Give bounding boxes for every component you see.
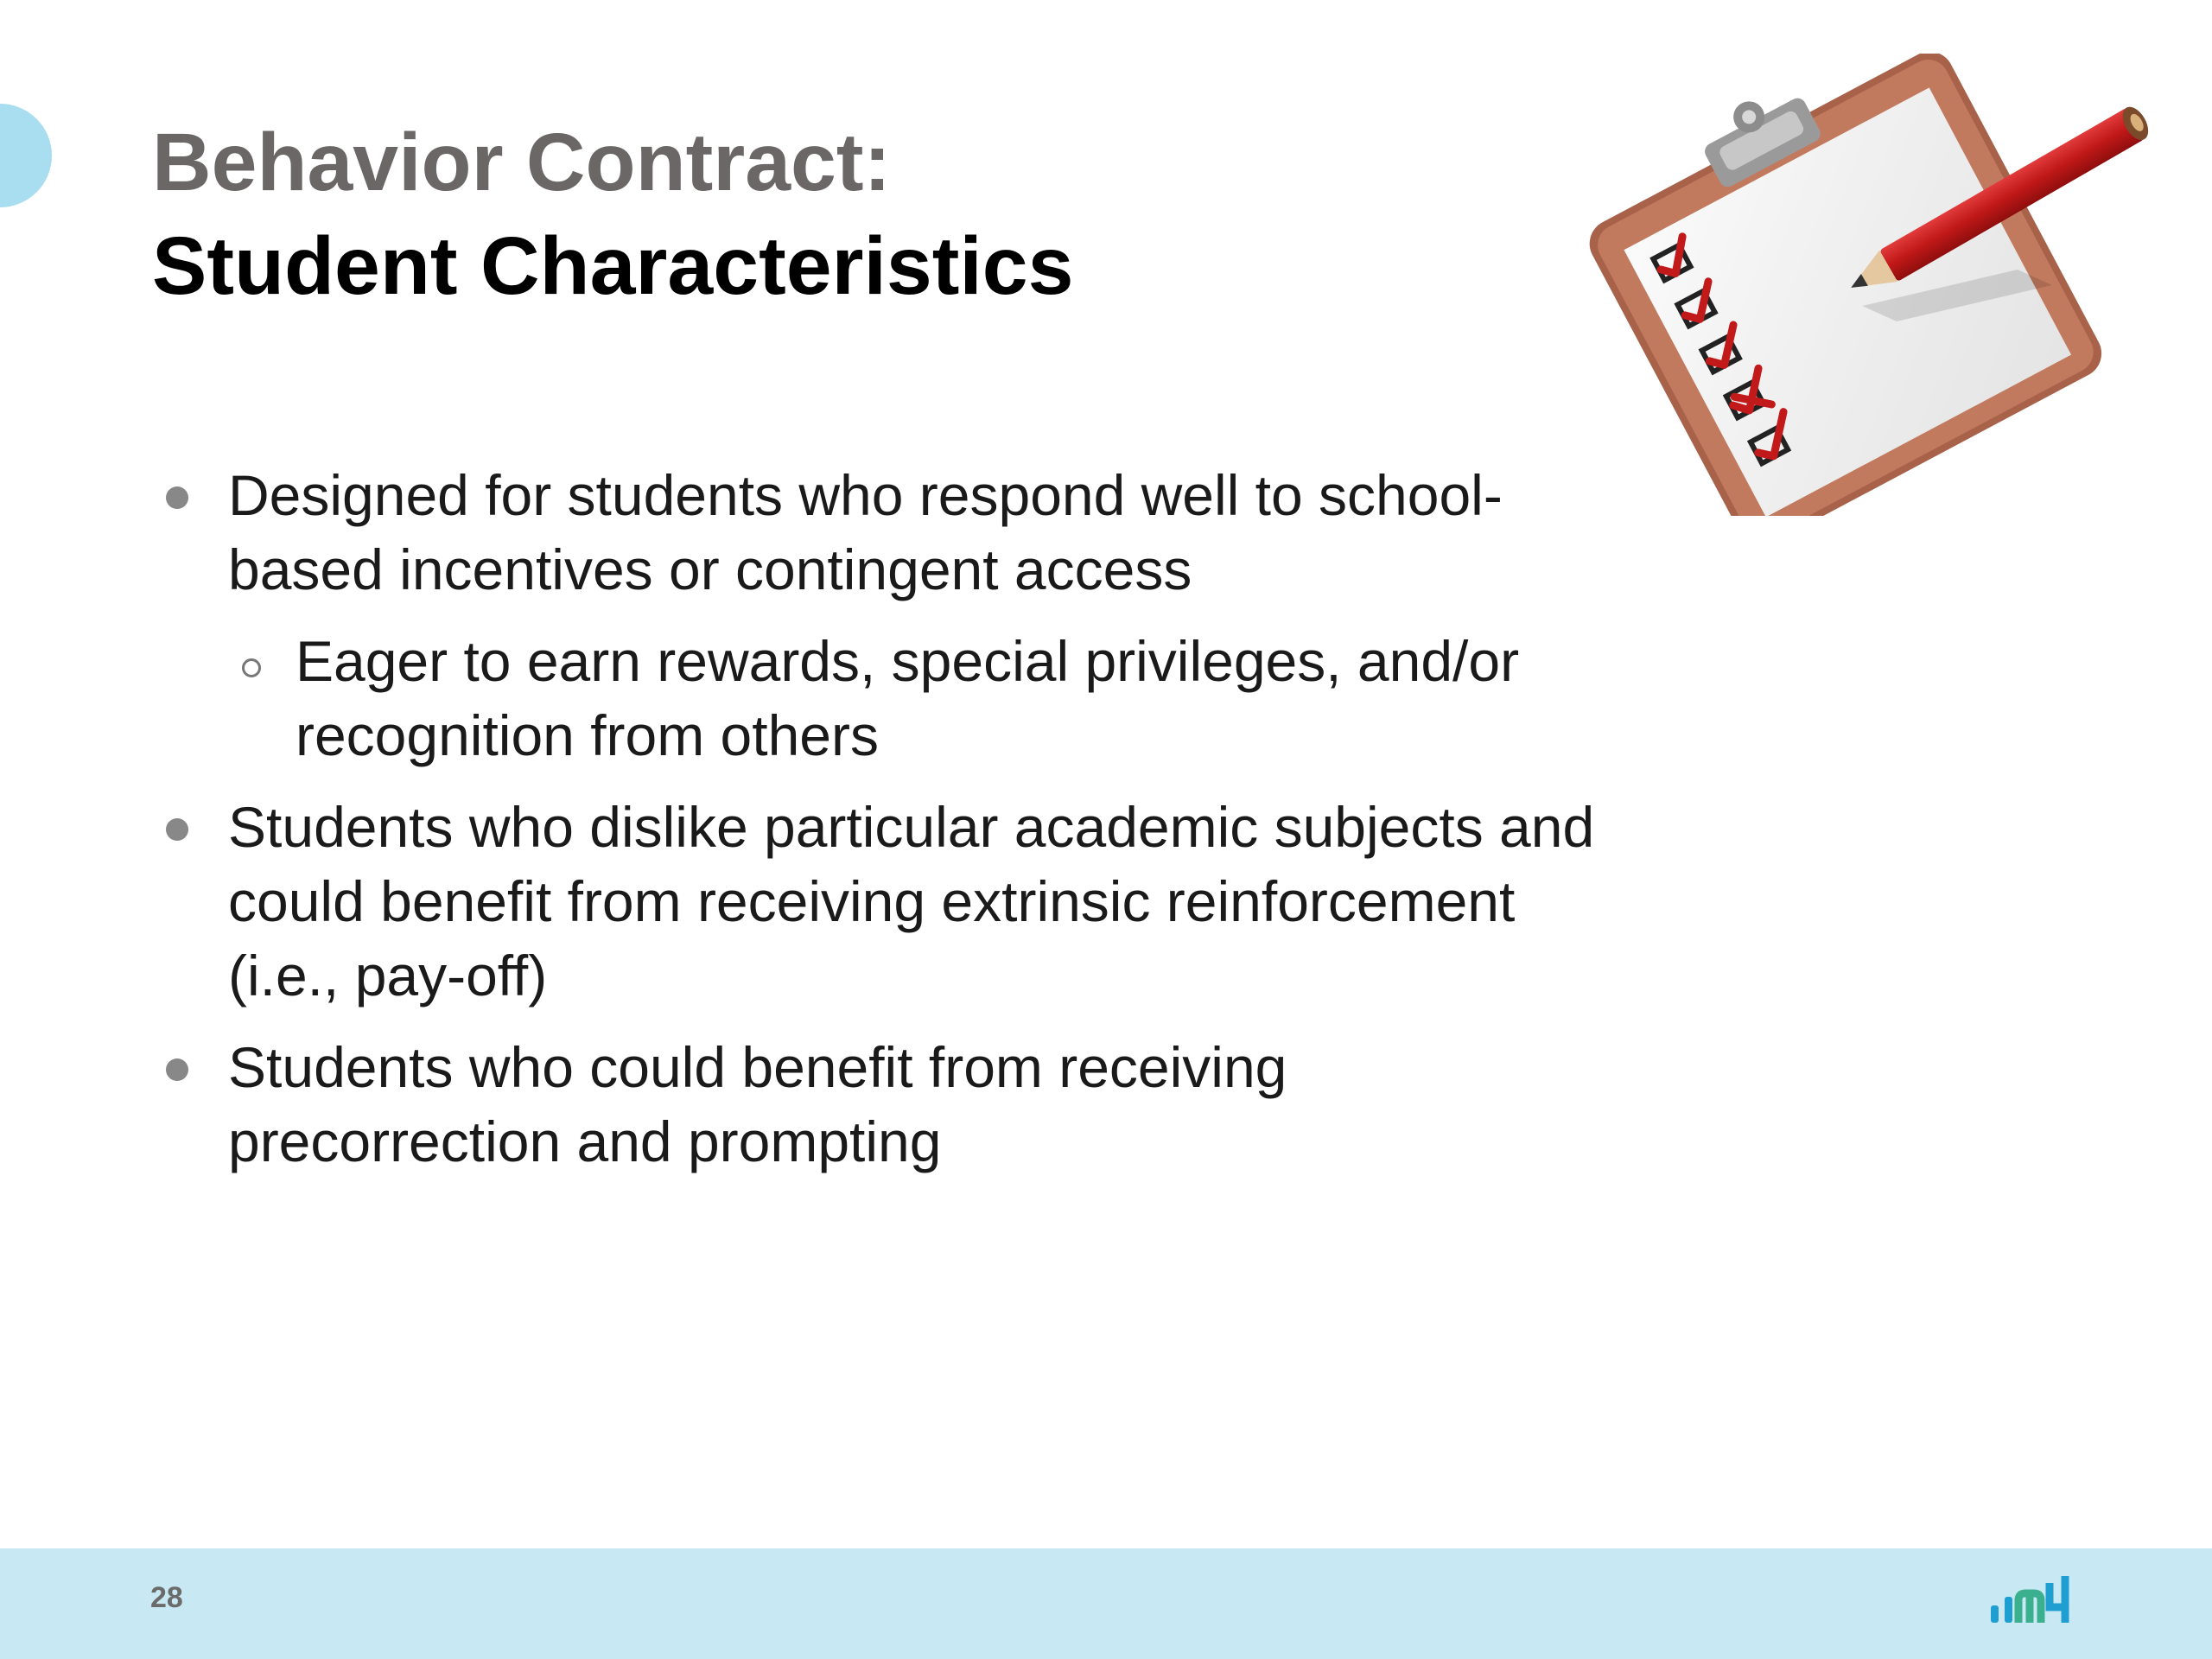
bullet-item: [152, 1030, 1621, 1179]
bullet-text: Designed for students who respond well to school-based incentives or contingent access: [228, 463, 1503, 601]
page-number: 28: [150, 1581, 183, 1614]
bullet-dot-icon: [166, 486, 188, 509]
hollow-circle-bullet-icon: [242, 658, 261, 677]
clipboard-checklist-icon: [1568, 54, 2173, 516]
footer-band: [0, 1548, 2212, 1659]
bullet-list: [152, 458, 1621, 1196]
title-line-1: Behavior Contract:: [152, 117, 892, 208]
bullet-item: [152, 790, 1621, 1013]
slide-title: [152, 111, 1448, 318]
bullet-text: Students who dislike particular academic subjects and could benefit from receiving extrinsic reinforcement (i.e., pay-off): [228, 795, 1595, 1007]
im4-logo-icon: [1987, 1571, 2108, 1631]
bullet-item: [152, 458, 1621, 607]
bullet-dot-icon: [166, 818, 188, 841]
title-line-2: Student Characteristics: [152, 220, 1074, 312]
sub-bullet-item: [152, 624, 1621, 772]
bullet-text: Students who could benefit from receiving precorrection and prompting: [228, 1035, 1287, 1173]
bullet-dot-icon: [166, 1058, 188, 1081]
sub-bullet-text: Eager to earn rewards, special privileges, and/or recognition from others: [296, 629, 1520, 767]
decorative-circle: [0, 104, 52, 207]
